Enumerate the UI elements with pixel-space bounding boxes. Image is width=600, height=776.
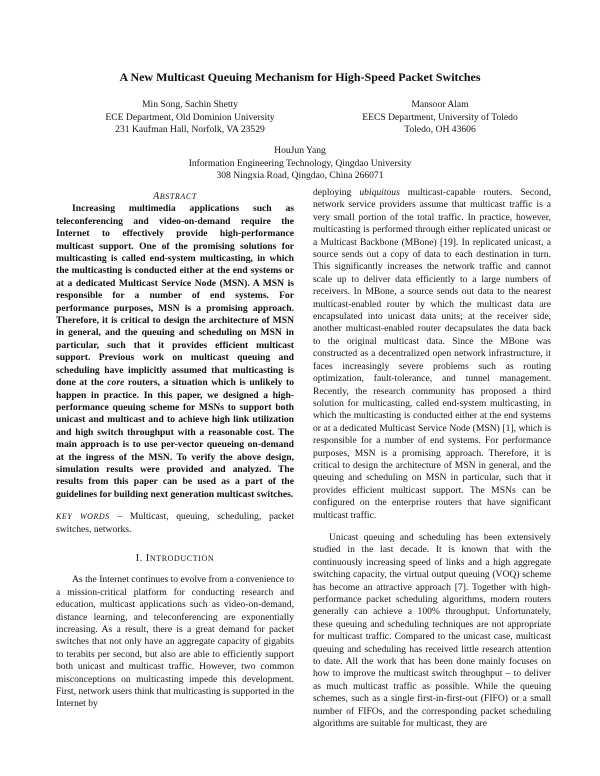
intro-paragraph-3: Unicast queuing and scheduling has been extensively studied in the last decade. It is known that with the continuously increasing speed of links and a high aggregate switching capacity, the virtual output queuing (VOQ) scheme has become an attractive approach [7]. Together with high-performance packet scheduling algorithms, modern routers generally can achieve a 100% throughput. Unfortunately, these queuing and scheduling techniques are not appropriate for multicast traffic. Compared to the unicast case, multicast queuing and scheduling has received little research attention to date. All the work that has been done mainly focuses on how to improve the multicast switch throughput – to deliver as much multicast traffic as possible. While the queuing schemes, such as a single first-in-first-out (FIFO) or a small number of FIFOs, and the corresponding packet scheduling algorithms are suitable for multicast, they are [313,531,551,730]
abstract-text: Increasing multimedia applications such as teleconferencing and video-on-demand require the Internet to effectively provide high-performance multicast support. One of the promising solutions for multicasting is called end-system multicasting, in which the multicasting is conducted either at the end systems or at a dedicated Multicast Service Node (MSN). A MSN is responsible for a number of end systems. For performance purposes, MSN is a promising approach. Therefore, it is critical to design the architecture of MSN in general, and the queuing and scheduling on MSN in particular, such that it provides efficient multicast support. Previous work on multicast queuing and scheduling have implicitly assumed that multicasting is done at the core routers, a situation which is unlikely to happen in practice. In this paper, we designed a high-performance queuing scheme for MSNs to support both unicast and multicast and to achieve high link utilization and high switch throughput with a reasonable cost. The main approach is to use per-vector queueing on-demand at the ingress of the MSN. To verify the above design, simulation results were provided and analyzed. The results from this paper can be used as a part of the guidelines for building next generation multicast switches. [56,203,294,500]
author-address: Toledo, OH 43606 [404,124,476,136]
abstract-emphasis: core [107,377,125,389]
section-heading-introduction: I. INTRODUCTION [135,552,215,564]
abstract-heading: ABSTRACT [153,191,197,202]
author-names: Mansoor Alam [411,99,469,110]
keywords-label: KEY WORDS [56,512,110,522]
paper-title: A New Multicast Queuing Mechanism for High-Speed Packet Switches [119,70,481,84]
author-block-1 [80,99,300,137]
author-affiliation: Information Engineering Technology, Qingdao University [188,157,412,169]
intro-paragraph-1: As the Internet continues to evolve from a convenience to a mission-critical platform for conducting research and education, multicast applications such as video-on-demand, distance learning, and teleconferencing are exponentially increasing. As a result, there is a great demand for packet switches that not only have an aggregate capacity of gigabits to terabits per second, but also are able to efficiently support both unicast and multicast traffic. However, two common misconceptions on multicasting impede this development. First, network users think that multicasting is supported in the Internet by [56,574,294,710]
right-column [313,187,551,730]
ubiquitous-emphasis: ubiquitous [359,187,400,198]
author-address: 231 Kaufman Hall, Norfolk, VA 23529 [115,124,265,136]
author-block-2 [330,99,550,137]
author-block-3 [150,145,450,183]
keywords [56,511,294,536]
author-affiliation: EECS Department, University of Toledo [362,111,518,123]
intro-paragraph-2: deploying ubiquitous multicast-capable routers. Second, network service providers assume that multicast traffic is a very small portion of the total traffic. In practice, however, multicasting is performed through either replicated unicast or a Multicast Backbone (MBone) [19]. In replicated unicast, a source sends out a copy of data to each destination in turn. This significantly increases the network traffic and cannot scale up to deliver data efficiently to a large numbers of receivers. In MBone, a source sends out data to the nearest multicast-enabled router by which the multicast data are encapsulated into unicast data units; at the receiver side, another multicast-enabled router decapsulates the data back to the original multicast data. Since the MBone was constructed as a decentralized open network infrastructure, it faces increasingly severe problems such as routing optimization, fault-tolerance, and tunnel management. Recently, the research community has proposed a third solution for multicasting, called end-system multicasting, in which the multicasting is conducted either at the end systems or at a dedicated Multicast Service Node (MSN) [1], which is responsible for a number of end systems. For performance purposes, MSN is a promising approach. Therefore, it is critical to design the architecture of MSN in general, and the queuing and scheduling on MSN in particular, such that it provides efficient multicast support. The MSNs can be configured on the enterprise routers that have significant multicast traffic. [313,187,551,521]
keywords-text: – Multicast, queuing, scheduling, packet switches, networks. [56,511,294,535]
left-column [56,191,294,711]
author-affiliation: ECE Department, Old Dominion University [105,111,275,123]
author-names: Min Song, Sachin Shetty [142,99,238,110]
author-address: 308 Ningxia Road, Qingdao, China 266071 [216,170,384,182]
author-names: HouJun Yang [274,145,326,156]
